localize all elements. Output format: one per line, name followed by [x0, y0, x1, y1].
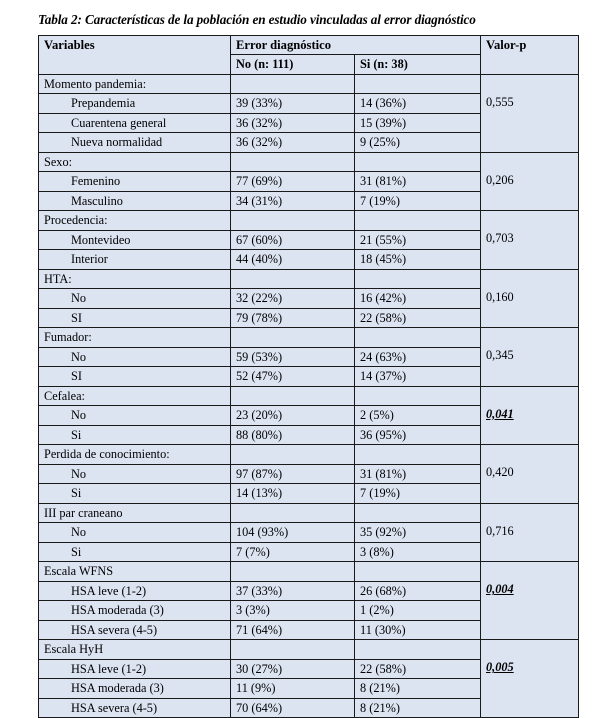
row-value-no [231, 289, 355, 309]
row-label-cell [39, 425, 231, 445]
row-label-cell [39, 347, 231, 367]
row-value-si [355, 172, 481, 192]
group-spacer-no [231, 211, 355, 231]
row-value-no [231, 406, 355, 426]
value-no-label: 97 (87%) [231, 465, 354, 484]
data-table [38, 35, 579, 718]
row-value-no [231, 94, 355, 114]
row-value-si [355, 406, 481, 426]
header-label-valor-p: Valor-p [481, 36, 578, 55]
row-value-si [355, 133, 481, 153]
row-value-si [355, 484, 481, 504]
group-name-cell [39, 562, 231, 582]
pvalue-label: 0,345 [481, 328, 578, 365]
group-name-label: Sexo: [39, 153, 230, 172]
pvalue-cell [481, 152, 579, 211]
group-name-cell [39, 503, 231, 523]
table-header-row [39, 35, 579, 55]
group-spacer-si [355, 445, 481, 465]
row-label-cell [39, 464, 231, 484]
pvalue-label: 0,555 [481, 75, 578, 112]
value-si-label: 9 (25%) [355, 133, 480, 152]
value-no-label: 37 (33%) [231, 582, 354, 601]
row-value-si [355, 308, 481, 328]
group-name-cell [39, 74, 231, 94]
group-name-cell [39, 386, 231, 406]
value-si-label: 36 (95%) [355, 426, 480, 445]
row-value-si [355, 230, 481, 250]
value-no-label: 71 (64%) [231, 621, 354, 640]
row-value-si [355, 659, 481, 679]
pvalue-label: 0,160 [481, 270, 578, 307]
value-no-label: 77 (69%) [231, 172, 354, 191]
value-si-label: 3 (8%) [355, 543, 480, 562]
header-label-variables: Variables [39, 36, 230, 57]
value-no-label: 88 (80%) [231, 426, 354, 445]
value-no-label: 79 (78%) [231, 309, 354, 328]
group-name-cell [39, 152, 231, 172]
subheader-label-si: Si (n: 38) [355, 55, 480, 74]
value-si-label: 14 (37%) [355, 367, 480, 386]
table-row [39, 269, 579, 289]
row-value-no [231, 484, 355, 504]
table-row [39, 503, 579, 523]
group-spacer-si [355, 562, 481, 582]
group-name-label: Cefalea: [39, 387, 230, 406]
group-spacer-no [231, 269, 355, 289]
row-value-no [231, 601, 355, 621]
table-caption: Tabla 2: Características de la población en estudio vinculadas al error diagnóstico [38, 12, 582, 29]
row-label-cell [39, 289, 231, 309]
group-spacer-si [355, 328, 481, 348]
value-no-label: 36 (32%) [231, 133, 354, 152]
row-value-si [355, 542, 481, 562]
row-label: HSA severa (4-5) [39, 699, 230, 718]
row-label-cell [39, 601, 231, 621]
row-label-cell [39, 133, 231, 153]
group-name-cell [39, 640, 231, 660]
pvalue-label: 0,206 [481, 153, 578, 190]
row-label-cell [39, 406, 231, 426]
row-label-cell [39, 620, 231, 640]
value-no-label: 7 (7%) [231, 543, 354, 562]
pvalue-cell [481, 269, 579, 328]
value-no-label: 70 (64%) [231, 699, 354, 718]
group-name-label: Procedencia: [39, 211, 230, 230]
group-spacer-si [355, 640, 481, 660]
value-no-label: 34 (31%) [231, 192, 354, 211]
row-value-no [231, 367, 355, 387]
row-label: No [39, 348, 230, 367]
value-si-label: 35 (92%) [355, 523, 480, 542]
row-value-no [231, 620, 355, 640]
row-value-no [231, 542, 355, 562]
value-si-label: 31 (81%) [355, 465, 480, 484]
pvalue-cell [481, 640, 579, 718]
row-value-no [231, 698, 355, 718]
group-name-cell [39, 211, 231, 231]
row-label: Si [39, 484, 230, 503]
row-label: SI [39, 309, 230, 328]
pvalue-label: 0,041 [481, 387, 578, 424]
value-no-label: 59 (53%) [231, 348, 354, 367]
group-spacer-no [231, 386, 355, 406]
row-value-no [231, 679, 355, 699]
value-si-label: 1 (2%) [355, 601, 480, 620]
row-label-cell [39, 523, 231, 543]
row-value-no [231, 425, 355, 445]
group-spacer-no [231, 328, 355, 348]
table-row [39, 386, 579, 406]
row-value-no [231, 347, 355, 367]
row-label-cell [39, 94, 231, 114]
group-name-cell [39, 328, 231, 348]
group-name-cell [39, 445, 231, 465]
row-value-si [355, 581, 481, 601]
header-cell-error-diagnostico [231, 35, 481, 55]
row-label-cell [39, 581, 231, 601]
group-name-label: Fumador: [39, 328, 230, 347]
value-no-label: 52 (47%) [231, 367, 354, 386]
header-label-error-diagnostico: Error diagnóstico [231, 36, 480, 55]
row-label: Interior [39, 250, 230, 269]
pvalue-cell [481, 211, 579, 270]
value-no-label: 30 (27%) [231, 660, 354, 679]
row-value-no [231, 464, 355, 484]
value-si-label: 24 (63%) [355, 348, 480, 367]
row-label-cell [39, 172, 231, 192]
row-label-cell [39, 308, 231, 328]
row-value-no [231, 523, 355, 543]
row-value-no [231, 133, 355, 153]
pvalue-cell [481, 445, 579, 504]
row-label: SI [39, 367, 230, 386]
row-value-si [355, 679, 481, 699]
row-label: HSA severa (4-5) [39, 621, 230, 640]
row-label-cell [39, 542, 231, 562]
value-no-label: 36 (32%) [231, 114, 354, 133]
value-no-label: 3 (3%) [231, 601, 354, 620]
row-label: Nueva normalidad [39, 133, 230, 152]
row-label-cell [39, 484, 231, 504]
value-si-label: 15 (39%) [355, 114, 480, 133]
group-spacer-no [231, 562, 355, 582]
row-label: Masculino [39, 192, 230, 211]
value-no-label: 39 (33%) [231, 94, 354, 113]
group-spacer-no [231, 74, 355, 94]
group-spacer-no [231, 640, 355, 660]
row-label: Femenino [39, 172, 230, 191]
header-cell-variables [39, 35, 231, 74]
group-spacer-no [231, 503, 355, 523]
row-label-cell [39, 230, 231, 250]
pvalue-cell [481, 74, 579, 152]
value-si-label: 14 (36%) [355, 94, 480, 113]
table-row [39, 640, 579, 660]
pvalue-cell [481, 562, 579, 640]
row-label-cell [39, 698, 231, 718]
row-label-cell [39, 679, 231, 699]
pvalue-label: 0,420 [481, 445, 578, 482]
value-si-label: 2 (5%) [355, 406, 480, 425]
value-no-label: 67 (60%) [231, 231, 354, 250]
value-no-label: 32 (22%) [231, 289, 354, 308]
row-label: HSA moderada (3) [39, 601, 230, 620]
table-row [39, 152, 579, 172]
group-name-label: Escala WFNS [39, 562, 230, 581]
row-label-cell [39, 659, 231, 679]
pvalue-label: 0,005 [481, 640, 578, 677]
row-value-si [355, 289, 481, 309]
value-si-label: 8 (21%) [355, 679, 480, 698]
group-spacer-no [231, 152, 355, 172]
group-name-label: HTA: [39, 270, 230, 289]
row-value-no [231, 191, 355, 211]
row-value-si [355, 250, 481, 270]
value-si-label: 16 (42%) [355, 289, 480, 308]
group-spacer-si [355, 152, 481, 172]
value-si-label: 31 (81%) [355, 172, 480, 191]
row-label: No [39, 289, 230, 308]
value-si-label: 7 (19%) [355, 192, 480, 211]
row-value-si [355, 523, 481, 543]
value-si-label: 22 (58%) [355, 309, 480, 328]
group-spacer-si [355, 386, 481, 406]
value-si-label: 18 (45%) [355, 250, 480, 269]
group-name-label: III par craneano [39, 504, 230, 523]
subheader-cell-no [231, 55, 355, 75]
row-label: HSA leve (1-2) [39, 582, 230, 601]
group-spacer-si [355, 269, 481, 289]
row-value-si [355, 698, 481, 718]
group-name-cell [39, 269, 231, 289]
row-value-no [231, 172, 355, 192]
header-cell-valor-p [481, 35, 579, 74]
row-value-si [355, 601, 481, 621]
value-no-label: 23 (20%) [231, 406, 354, 425]
pvalue-label: 0,716 [481, 504, 578, 541]
row-label: No [39, 523, 230, 542]
table-row [39, 74, 579, 94]
row-value-no [231, 250, 355, 270]
pvalue-cell [481, 503, 579, 562]
subheader-cell-si [355, 55, 481, 75]
group-name-label: Momento pandemia: [39, 75, 230, 94]
pvalue-cell [481, 328, 579, 387]
value-si-label: 8 (21%) [355, 699, 480, 718]
row-value-si [355, 425, 481, 445]
row-label: HSA moderada (3) [39, 679, 230, 698]
group-spacer-si [355, 503, 481, 523]
value-no-label: 104 (93%) [231, 523, 354, 542]
subheader-label-no: No (n: 111) [231, 55, 354, 74]
row-value-si [355, 94, 481, 114]
row-value-no [231, 581, 355, 601]
value-si-label: 26 (68%) [355, 582, 480, 601]
row-value-si [355, 191, 481, 211]
group-name-label: Escala HyH [39, 640, 230, 659]
row-value-no [231, 659, 355, 679]
group-spacer-si [355, 211, 481, 231]
row-label: No [39, 406, 230, 425]
value-si-label: 11 (30%) [355, 621, 480, 640]
row-value-si [355, 367, 481, 387]
group-spacer-no [231, 445, 355, 465]
row-label: No [39, 465, 230, 484]
value-no-label: 14 (13%) [231, 484, 354, 503]
table-row [39, 562, 579, 582]
row-label: HSA leve (1-2) [39, 660, 230, 679]
row-value-si [355, 113, 481, 133]
pvalue-label: 0,703 [481, 211, 578, 248]
row-label: Si [39, 426, 230, 445]
table-row [39, 211, 579, 231]
pvalue-cell [481, 386, 579, 445]
row-label-cell [39, 367, 231, 387]
group-name-label: Perdida de conocimiento: [39, 445, 230, 464]
row-value-no [231, 113, 355, 133]
row-value-si [355, 464, 481, 484]
group-spacer-si [355, 74, 481, 94]
row-value-si [355, 347, 481, 367]
pvalue-label: 0,004 [481, 562, 578, 599]
row-value-no [231, 230, 355, 250]
row-label-cell [39, 113, 231, 133]
value-no-label: 11 (9%) [231, 679, 354, 698]
row-label-cell [39, 191, 231, 211]
row-label-cell [39, 250, 231, 270]
value-si-label: 22 (58%) [355, 660, 480, 679]
value-si-label: 7 (19%) [355, 484, 480, 503]
row-label: Montevideo [39, 231, 230, 250]
row-label: Si [39, 543, 230, 562]
value-si-label: 21 (55%) [355, 231, 480, 250]
row-label: Cuarentena general [39, 114, 230, 133]
table-row [39, 445, 579, 465]
row-value-si [355, 620, 481, 640]
value-no-label: 44 (40%) [231, 250, 354, 269]
table-row [39, 328, 579, 348]
row-value-no [231, 308, 355, 328]
row-label: Prepandemia [39, 94, 230, 113]
